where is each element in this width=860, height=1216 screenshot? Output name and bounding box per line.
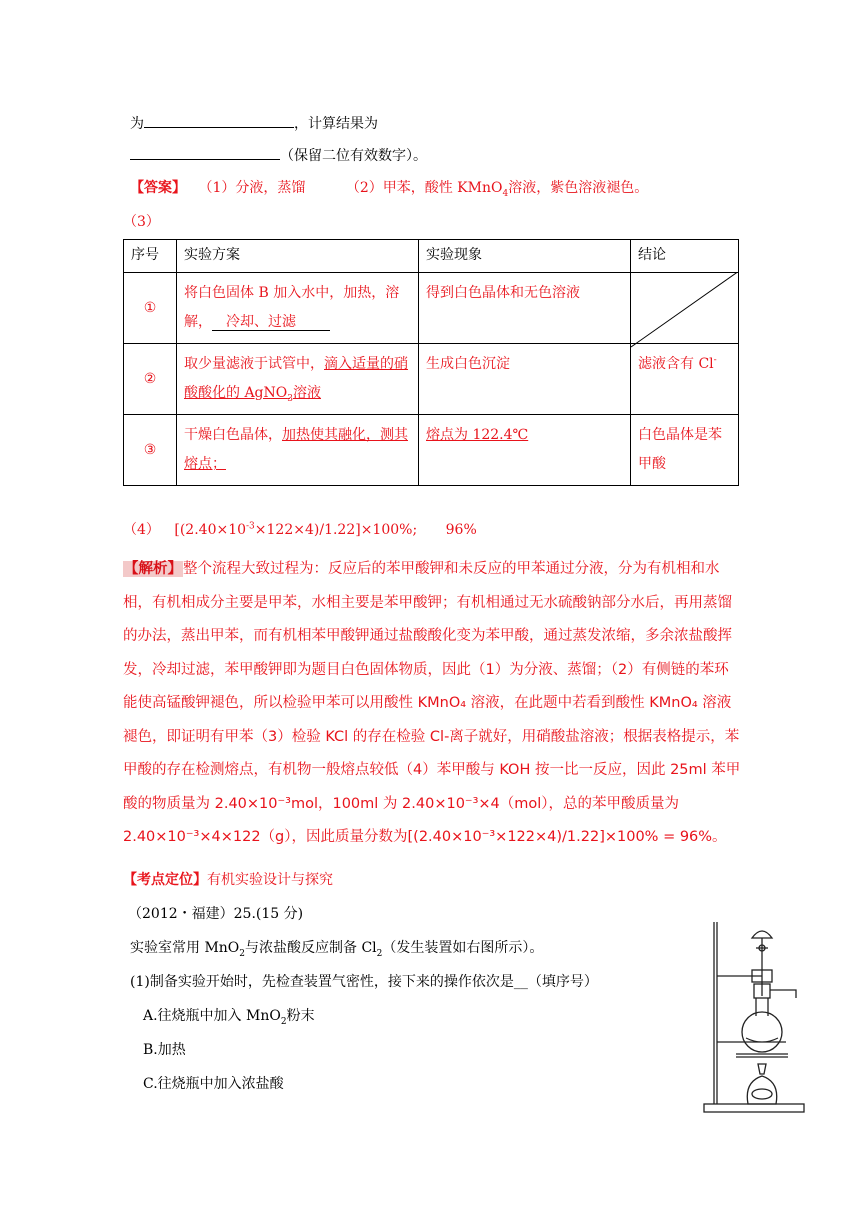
experiment-table — [123, 239, 739, 486]
plan-cell: 将白色固体 B 加入水中，加热，溶解， 冷却、过滤 — [177, 273, 419, 344]
plan-cell: 干燥白色晶体，加热使其融化，测其熔点； — [177, 415, 419, 486]
diagonal-line — [631, 273, 739, 351]
question-source: （2012・福建）25.(15 分) — [128, 906, 304, 922]
table-header: 实验现象 — [419, 240, 631, 273]
conclusion-cell-empty — [631, 273, 739, 344]
row-number: ③ — [124, 415, 177, 486]
answer-blank — [144, 112, 294, 128]
option-c: C.往烧瓶中加入浓盐酸 — [143, 1076, 284, 1092]
phenomenon-cell: 熔点为 122.4℃ — [419, 415, 631, 486]
question-1: (1)制备实验开始时，先检查装置气密性，接下来的操作依次是__（填序号） — [130, 974, 598, 990]
question-tail-line1: 为 ，计算结果为 — [130, 112, 378, 134]
part3-label: （3） — [123, 214, 160, 230]
table-row — [124, 415, 739, 486]
row-number: ② — [124, 344, 177, 415]
plan-cell: 取少量滤液于试管中，滴入适量的硝酸酸化的 AgNO$_3$溶液 — [177, 344, 419, 415]
option-b: B.加热 — [143, 1042, 186, 1058]
part4-line: （4） $[(2.40\times 10^{-3}\times 122\times 4)/1.22]\times 100\%$; 96% — [123, 521, 477, 538]
conclusion-cell: 白色晶体是苯甲酸 — [631, 415, 739, 486]
analysis-paragraph: 【解析】整个流程大致过程为：反应后的苯甲酸钾和未反应的甲苯通过分液，分为有机相和水相，有机相成分主要是甲苯，水相主要是苯甲酸钾；有机相通过无水硫酸钠部分水后，再用蒸馏的办法，蒸出甲苯，而有机相苯甲酸钾通过盐酸酸化变为苯甲酸，通过蒸发浓缩，多余浓盐酸挥发，冷却过滤，苯甲酸钾即为题目白色固体物质，因此（1）为分液、蒸馏；（2）有侧链的苯环能使高锰酸钾褪色，所以检验甲苯可以用酸性 KMnO₄ 溶液，在此题中若看到酸性 KMnO₄ 溶液褪色，即证明有甲苯（3）检验 KCl 的存在检验 Cl-离子就好，用硝酸盐溶液；根据表格提示，苯甲酸的存在检测熔点，有机物一般熔点较低（4）苯甲酸与 KOH 按一比一反应，因此 25ml 苯甲酸的物质量为 2.40×10⁻³mol，100ml 为 2.40×10⁻³×4（mol），总的苯甲酸质量为 2.40×10⁻³×4×122（g），因此质量分数为[(2.40×10⁻³×122×4)/1.22]×100% = 96%。 — [123, 561, 741, 845]
row-number: ① — [124, 273, 177, 344]
analysis-tag: 【解析】 — [124, 561, 182, 577]
conclusion-cell: 滤液含有 Cl- — [631, 344, 739, 415]
table-header-row — [124, 240, 739, 273]
table-row — [124, 344, 739, 415]
answer-line: 【答案】 （1）分液，蒸馏 （2）甲苯，酸性 KMnO$_4$溶液，紫色溶液褪色。 — [130, 180, 649, 199]
kaodian-line: 【考点定位】有机实验设计与探究 — [123, 872, 333, 888]
question-tail-line2: （保留二位有效数字）。 — [130, 144, 427, 166]
table-row — [124, 273, 739, 344]
answer-tag: 【答案】 — [130, 180, 186, 196]
chlorine-apparatus-illustration — [700, 918, 810, 1118]
question-intro: 实验室常用 MnO$_2$与浓盐酸反应制备 $Cl_2$（发生装置如右图所示）。 — [130, 940, 544, 959]
answer-blank — [130, 144, 280, 160]
table-header: 结论 — [631, 240, 739, 273]
phenomenon-cell: 得到白色晶体和无色溶液 — [419, 273, 631, 344]
phenomenon-cell: 生成白色沉淀 — [419, 344, 631, 415]
table-header: 实验方案 — [177, 240, 419, 273]
option-a: A.往烧瓶中加入 MnO$_2$粉末 — [143, 1008, 315, 1027]
table-header: 序号 — [124, 240, 177, 273]
